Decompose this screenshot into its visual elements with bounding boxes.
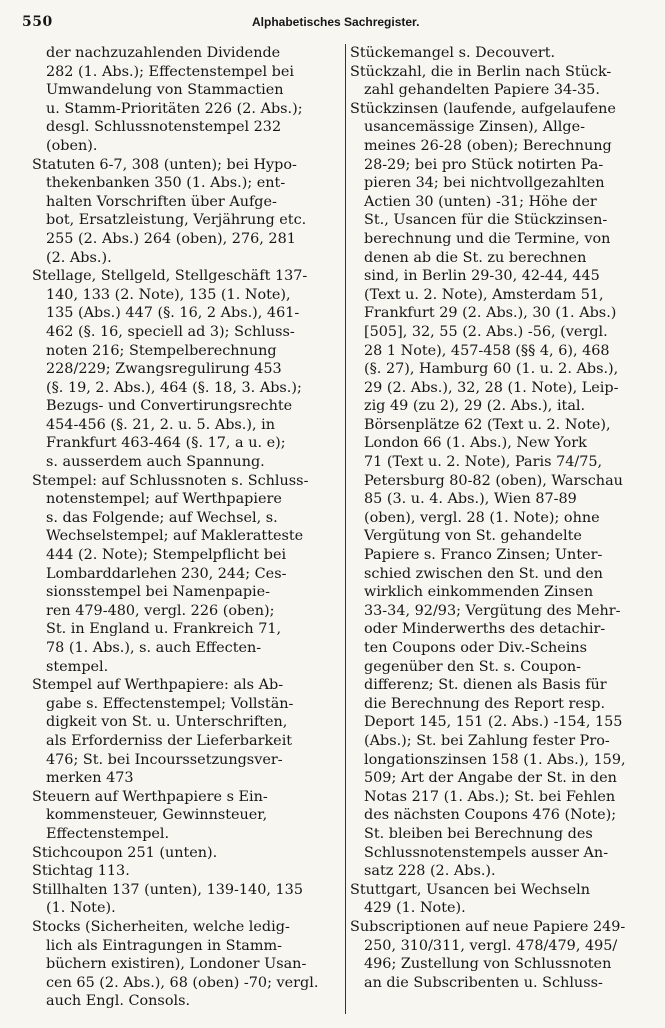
index-line-continuation: gegenüber den St. s. Coupon- [364, 658, 582, 675]
index-line-continuation: differenz; St. dienen als Basis für [364, 677, 607, 694]
index-line-continuation: 444 (2. Note); Stempelpflicht bei [46, 547, 287, 564]
index-line-continuation: stempel. [46, 658, 109, 675]
index-line-continuation: der nachzuzahlenden Dividende [46, 45, 281, 61]
index-line-continuation: Wechselstempel; auf Makleratteste [46, 528, 304, 545]
running-head: Alphabetisches Sachregister. [252, 15, 420, 29]
index-line-continuation: (§. 27), Hamburg 60 (1. u. 2. Abs.), [364, 361, 619, 378]
index-line-continuation: zig 49 (zu 2), 29 (2. Abs.), ital. [364, 398, 586, 415]
index-line-continuation: Deport 145, 151 (2. Abs.) -154, 155 [364, 714, 623, 731]
index-line-continuation: an die Subscribenten u. Schluss- [364, 974, 603, 991]
index-line-continuation: Bezugs- und Convertirungsrechte [46, 398, 293, 415]
index-line-continuation: 250, 310/311, vergl. 478/479, 495/ [364, 937, 618, 954]
index-line-continuation: (§. 19, 2. Abs.), 464 (§. 18, 3. Abs.); [46, 379, 302, 396]
index-line-continuation: usancemässige Zinsen), Allge- [364, 119, 585, 136]
index-line-continuation: pieren 34; bei nichtvollgezahlten [364, 175, 605, 192]
index-line-continuation: longationszinsen 158 (1. Abs.), 159, [364, 751, 626, 768]
index-line-continuation: ten Coupons oder Div.-Scheins [364, 640, 587, 656]
index-line-continuation: satz 228 (2. Abs.). [364, 863, 496, 880]
index-entry-head: Stocks (Sicherheiten, welche ledig- [32, 918, 290, 935]
index-line-continuation: (1. Note). [46, 900, 116, 917]
index-line-continuation: büchern existiren), Londoner Usan- [46, 956, 307, 973]
index-line-continuation: 28-29; bei pro Stück notirten Pa- [364, 156, 604, 173]
index-line-continuation: schied zwischen den St. und den [364, 565, 603, 582]
index-line-continuation: halten Vorschriften über Aufge- [46, 193, 277, 210]
index-line-continuation: u. Stamm-Prioritäten 226 (2. Abs.); [46, 100, 303, 117]
index-line-continuation: Actien 30 (unten) -31; Höhe der [364, 193, 597, 210]
index-line-continuation: 135 (Abs.) 447 (§. 16, 2 Abs.), 461- [46, 305, 300, 322]
index-entry-head: Statuten 6-7, 308 (unten); bei Hypo- [32, 156, 297, 173]
index-line-continuation: 85 (3. u. 4. Abs.), Wien 87-89 [364, 491, 577, 508]
index-entry-head: Stückzinsen (laufende, aufgelaufene [350, 100, 616, 117]
index-line-continuation: oder Minderwerths des detachir- [364, 621, 606, 638]
index-line-continuation: 476; St. bei Incourssetzungsver- [46, 751, 283, 768]
index-line-continuation: 71 (Text u. 2. Note), Paris 74/75, [364, 454, 603, 471]
index-line-continuation: 28 1 Note), 457-458 (§§ 4, 6), 468 [364, 342, 610, 359]
index-line-continuation: (oben). [46, 137, 98, 154]
index-line-continuation: s. ausserdem auch Spannung. [46, 454, 265, 471]
index-line-continuation: meines 26-28 (oben); Berechnung [364, 137, 612, 154]
index-line-continuation: zahl gehandelten Papiere 34-35. [364, 82, 600, 99]
index-entry-head: Stückemangel s. Decouvert. [350, 45, 556, 61]
index-line-continuation: London 66 (1. Abs.), New York [364, 435, 587, 452]
index-line-continuation: Papiere s. Franco Zinsen; Unter- [364, 547, 603, 564]
index-line-continuation: Börsenplätze 62 (Text u. 2. Note), [364, 416, 611, 433]
index-line-continuation: St., Usancen für die Stückzinsen- [364, 212, 608, 229]
right-column [350, 44, 648, 992]
column-divider [345, 44, 346, 1014]
index-line-continuation: (Text u. 2. Note), Amsterdam 51, [364, 286, 604, 303]
index-line-continuation: des nächsten Coupons 476 (Note); [364, 807, 617, 824]
index-line-continuation: sind, in Berlin 29-30, 42-44, 445 [364, 268, 600, 285]
index-entry-head: Stempel auf Werthpapiere: als Ab- [32, 677, 284, 694]
index-line-continuation: desgl. Schlussnotenstempel 232 [46, 119, 282, 136]
index-line-continuation: 429 (1. Note). [364, 900, 466, 917]
index-entry-head: Stellage, Stellgeld, Stellgeschäft 137- [32, 268, 308, 285]
index-entry-head: Stichtag 113. [32, 863, 130, 880]
index-line-continuation: 78 (1. Abs.), s. auch Effecten- [46, 640, 262, 656]
index-line-continuation: Lombarddarlehen 230, 244; Ces- [46, 565, 287, 582]
index-line-continuation: [505], 32, 55 (2. Abs.) -56, (vergl. [364, 323, 608, 340]
index-line-continuation: auch Engl. Consols. [46, 993, 191, 1010]
index-line-continuation: s. das Folgende; auf Wechsel, s. [46, 509, 278, 526]
index-line-continuation: (oben), vergl. 28 (1. Note); ohne [364, 509, 600, 526]
index-line-continuation: noten 216; Stempelberechnung [46, 342, 277, 359]
index-line-continuation: ren 479-480, vergl. 226 (oben); [46, 602, 275, 619]
index-entry-head: Stückzahl, die in Berlin nach Stück- [350, 63, 612, 80]
index-line-continuation: lich als Eintragungen in Stamm- [46, 937, 283, 954]
index-line-continuation: berechnung und die Termine, von [364, 230, 611, 247]
index-line-continuation: gabe s. Effectenstempel; Vollstän- [46, 695, 294, 712]
index-line-continuation: 228/229; Zwangsregulirung 453 [46, 361, 282, 378]
index-line-continuation: kommensteuer, Gewinnsteuer, [46, 807, 268, 824]
index-line-continuation: 496; Zustellung von Schlussnoten [364, 956, 612, 973]
index-line-continuation: 29 (2. Abs.), 32, 28 (1. Note), Leip- [364, 379, 619, 396]
index-entry-head: Subscriptionen auf neue Papiere 249- [350, 918, 626, 935]
index-line-continuation: sionsstempel bei Namenpapie- [46, 584, 271, 601]
index-line-continuation: 454-456 (§. 21, 2. u. 5. Abs.), in [46, 416, 276, 433]
index-line-continuation: Schlussnotenstempels ausser An- [364, 844, 609, 861]
index-line-continuation: Frankfurt 463-464 (§. 17, a u. e); [46, 435, 286, 452]
index-entry-head: Stichcoupon 251 (unten). [32, 844, 218, 861]
index-line-continuation: St. in England u. Frankreich 71, [46, 621, 282, 638]
index-line-continuation: 462 (§. 16, speciell ad 3); Schluss- [46, 323, 295, 340]
index-line-continuation: Notas 217 (1. Abs.); St. bei Fehlen [364, 788, 616, 805]
index-entry-head: Stuttgart, Usancen bei Wechseln [350, 881, 590, 898]
index-line-continuation: Vergütung von St. gehandelte [364, 528, 582, 545]
left-column [32, 44, 338, 1011]
index-line-continuation: cen 65 (2. Abs.), 68 (oben) -70; vergl. [46, 974, 319, 991]
index-line-continuation: als Erforderniss der Lieferbarkeit [46, 732, 293, 749]
index-line-continuation: 509; Art der Angabe der St. in den [364, 770, 617, 787]
index-line-continuation: 33-34, 92/93; Vergütung des Mehr- [364, 602, 621, 619]
index-line-continuation: St. bleiben bei Berechnung des [364, 825, 593, 842]
index-entry-head: Stempel: auf Schlussnoten s. Schluss- [32, 472, 309, 489]
page-number: 550 [22, 14, 53, 30]
page-header [22, 14, 642, 36]
index-line-continuation: wirklich einkommenden Zinsen [364, 584, 594, 601]
index-line-continuation: 140, 133 (2. Note), 135 (1. Note), [46, 286, 291, 303]
index-line-continuation: 255 (2. Abs.) 264 (oben), 276, 281 [46, 230, 296, 247]
index-line-continuation: die Berechnung des Report resp. [364, 695, 606, 712]
index-line-continuation: digkeit von St. u. Unterschriften, [46, 714, 288, 731]
index-line-continuation: bot, Ersatzleistung, Verjährung etc. [46, 212, 307, 229]
index-line-continuation: Effectenstempel. [46, 825, 170, 842]
index-line-continuation: Frankfurt 29 (2. Abs.), 30 (1. Abs.) [364, 305, 617, 322]
index-line-continuation: (2. Abs.). [46, 249, 112, 266]
index-entry-head: Stillhalten 137 (unten), 139-140, 135 [32, 881, 303, 898]
index-line-continuation: notenstempel; auf Werthpapiere [46, 491, 282, 508]
index-line-continuation: Umwandelung von Stammactien [46, 82, 284, 99]
index-line-continuation: merken 473 [46, 770, 134, 787]
index-line-continuation: 282 (1. Abs.); Effectenstempel bei [46, 63, 294, 80]
index-line-continuation: Petersburg 80-82 (oben), Warschau [364, 472, 623, 489]
index-line-continuation: denen ab die St. zu berechnen [364, 249, 587, 266]
index-line-continuation: (Abs.); St. bei Zahlung fester Pro- [364, 732, 610, 749]
index-entry-head: Steuern auf Werthpapiere s Ein- [32, 788, 268, 805]
index-line-continuation: thekenbanken 350 (1. Abs.); ent- [46, 175, 286, 192]
